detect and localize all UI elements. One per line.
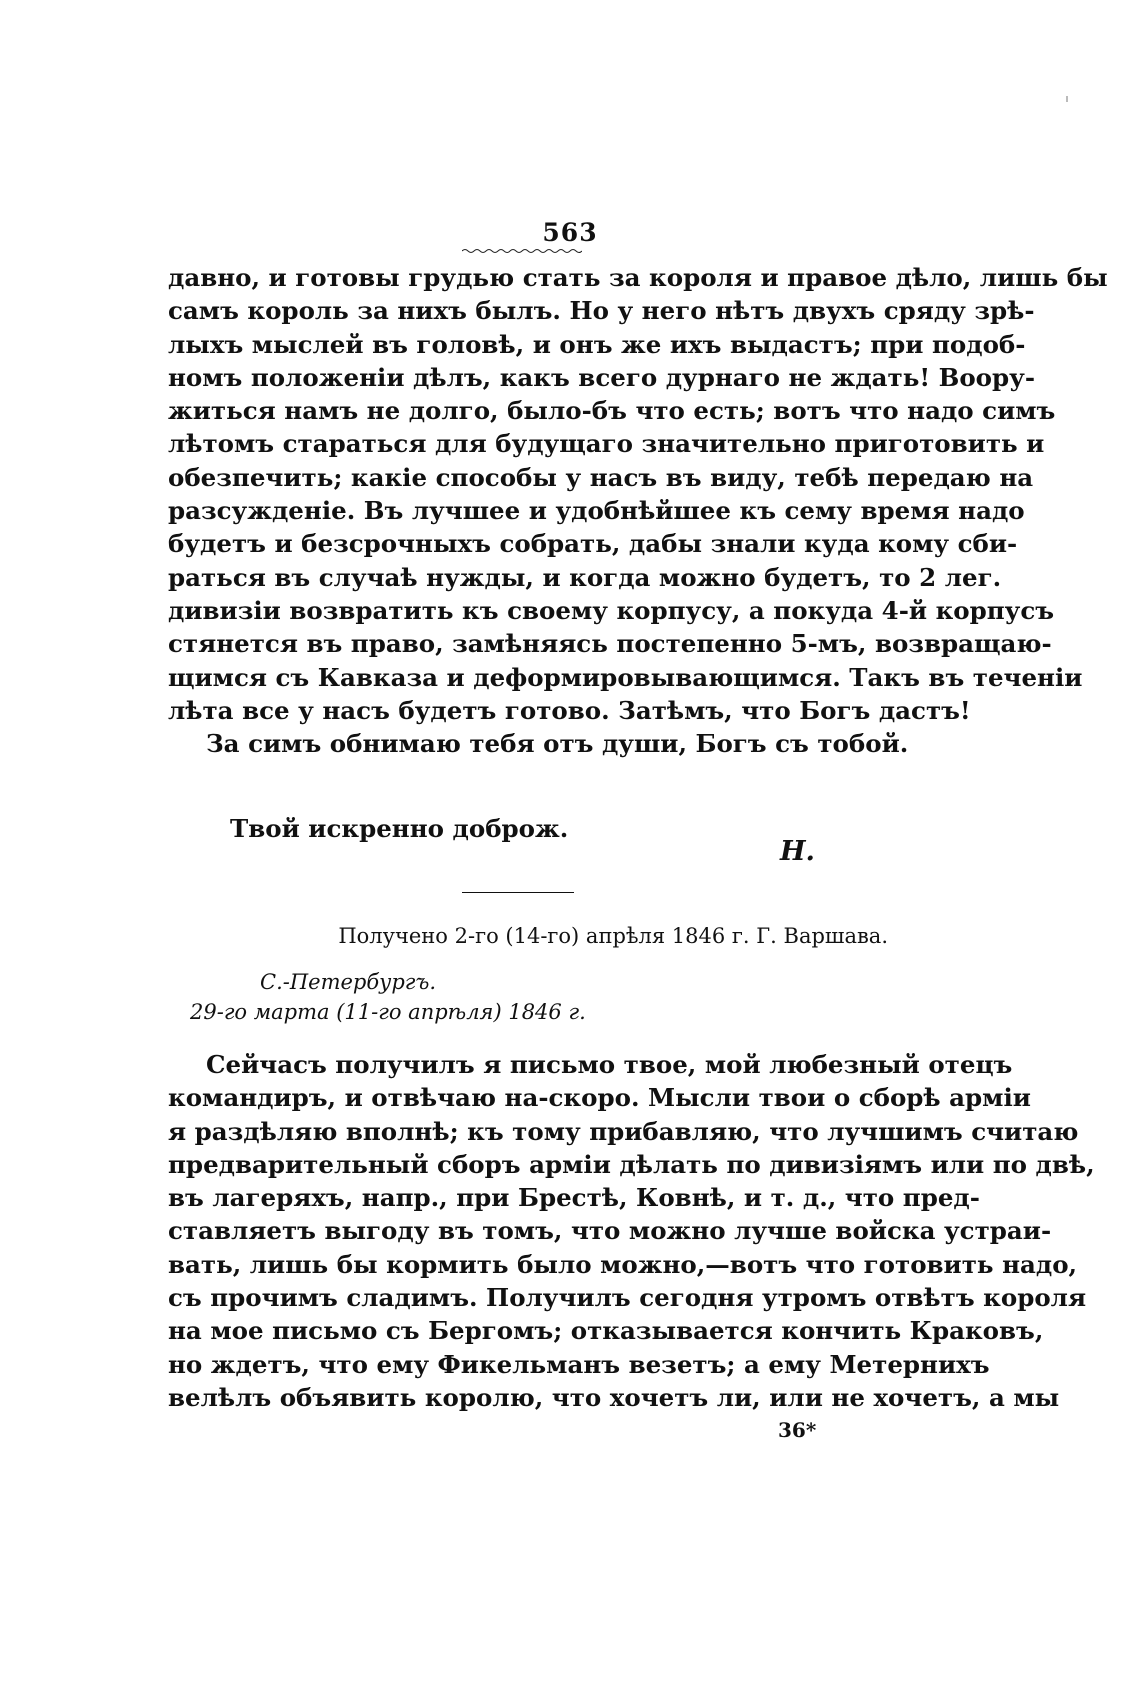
page-number: 563 xyxy=(542,218,598,247)
letter1-line: стянется въ право, замѣняясь постепенно 5-мъ, возвращаю- xyxy=(168,629,1052,659)
letter1-line: самъ король за нихъ былъ. Но у него нѣтъ двухъ сряду зрѣ- xyxy=(168,296,1035,326)
signature-mark: 36* xyxy=(778,1418,817,1442)
letter1-line: дивизiи возвратить къ своему корпусу, а покуда 4-й корпусъ xyxy=(168,595,1055,625)
letter1-closing: Твой искренно доброж. xyxy=(230,814,569,843)
section-divider xyxy=(462,892,574,893)
letter2-place: С.-Петербургъ. xyxy=(260,970,437,994)
letter1-line: лѣта все у насъ будетъ готово. Затѣмъ, что Богъ дастъ! xyxy=(168,695,971,725)
letter2-line: я раздѣляю вполнѣ; къ тому прибавляю, что лучшимъ считаю xyxy=(168,1116,1079,1146)
letter2-line: велѣлъ объявить королю, что хочетъ ли, или не хочетъ, а мы xyxy=(168,1382,1060,1412)
letter2-line: ставляетъ выгоду въ томъ, что можно лучше войска устраи- xyxy=(168,1216,1052,1246)
letter1-signature: Н. xyxy=(780,836,815,867)
letter2-line: на мое письмо съ Бергомъ; отказывается кончить Краковъ, xyxy=(168,1316,1044,1346)
letter2-line: Сейчасъ получилъ я письмо твое, мой любезный отецъ xyxy=(206,1050,1013,1079)
letter1-line: номъ положенiи дѣлъ, какъ всего дурнаго не ждать! Воору- xyxy=(168,362,1036,392)
letter2-line: но ждетъ, что ему Фикельманъ везетъ; а ему Метернихъ xyxy=(168,1349,990,1379)
letter2-line: командиръ, и отвѣчаю на-скоро. Мысли твои о сборѣ армiи xyxy=(168,1083,1031,1113)
scan-edge-mark xyxy=(1066,96,1068,102)
letter1-line: За симъ обнимаю тебя отъ души, Богъ съ тобой. xyxy=(206,729,909,759)
letter1-line: будетъ и безсрочныхъ собрать, дабы знали куда кому сби- xyxy=(168,529,1018,559)
letter2-line: предварительный сборъ армiи дѣлать по дивизiямъ или по двѣ, xyxy=(168,1149,1095,1179)
letter1-line: давно, и готовы грудью стать за короля и правое дѣло, лишь бы xyxy=(168,263,1108,292)
letter2-line: вать, лишь бы кормить было можно,—вотъ что готовить надо, xyxy=(168,1249,1078,1279)
letter1-body xyxy=(168,261,1108,760)
letter2-date: 29-го марта (11-го апрѣля) 1846 г. xyxy=(190,1000,586,1024)
letter2-line: въ лагеряхъ, напр., при Брестѣ, Ковнѣ, и т. д., что пред- xyxy=(168,1183,980,1213)
letter2-body xyxy=(168,1048,1095,1414)
letter1-line: лыхъ мыслей въ головѣ, и онъ же ихъ выдастъ; при подоб- xyxy=(168,329,1026,359)
letter1-line: раться въ случаѣ нужды, и когда можно будетъ, то 2 лег. xyxy=(168,562,1002,592)
letter1-line: житься намъ не долго, было-бъ что есть; вотъ что надо симъ xyxy=(168,396,1056,426)
letter1-line: лѣтомъ стараться для будущаго значительно приготовить и xyxy=(168,429,1045,459)
letter1-line: щимся съ Кавказа и деформировывающимся. Такъ въ теченiи xyxy=(168,662,1083,692)
letter2-received-note: Получено 2-го (14-го) апрѣля 1846 г. Г. Варшава. xyxy=(338,924,888,948)
page-number-wavy-rule xyxy=(462,248,582,254)
letter1-line: обезпечить; какiе способы у насъ въ виду, тебѣ передаю на xyxy=(168,462,1034,492)
letter1-line: разсужденiе. Въ лучшее и удобнѣйшее къ сему время надо xyxy=(168,496,1025,526)
letter2-line: съ прочимъ сладимъ. Получилъ сегодня утромъ отвѣтъ короля xyxy=(168,1283,1087,1313)
